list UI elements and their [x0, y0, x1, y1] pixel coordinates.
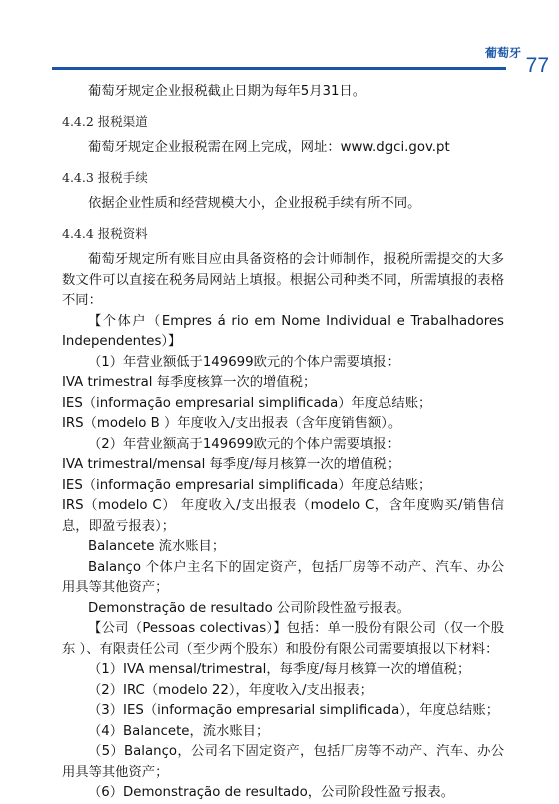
- individual-heading: 【个体户（Empres á rio em Nome Individual e Trabalhadores Independentes）】: [62, 313, 504, 349]
- section-heading-4-4-2: 4.4.2 报税渠道: [62, 113, 148, 129]
- materials-paragraph: 葡萄牙规定所有账目应由具备资格的会计师制作，报税所需提交的大多数文件可以直接在税务局网站上填报。根据公司种类不同，所需填报的表格不同：: [62, 252, 504, 308]
- list-line: （4）Balancete，流水账目；: [88, 723, 270, 739]
- list-line: Demonstração de resultado 公司阶段性盈亏报表。: [88, 600, 410, 616]
- section-heading-4-4-3: 4.4.3 报税手续: [62, 169, 148, 185]
- list-line: （6）Demonstração de resultado，公司阶段性盈亏报表。: [88, 785, 455, 800]
- header-rule: [52, 67, 506, 70]
- list-line: （2）年营业额高于149699欧元的个体户需要填报：: [88, 436, 400, 452]
- list-line: Balancete 流水账目；: [88, 539, 226, 554]
- list-line: （5）Balanço，公司名下固定资产，包括厂房等不动产、汽车、办公用具等其他资产；: [62, 744, 504, 780]
- list-line: Balanço 个体户主名下的固定资产，包括厂房等不动产、汽车、办公用具等其他资产；: [62, 559, 504, 595]
- channel-paragraph: 葡萄牙规定企业报税需在网上完成，网址：www.dgci.gov.pt: [88, 140, 450, 155]
- list-line: IES（informação empresarial simplificada）年度总结账；: [62, 477, 432, 493]
- list-line: （1）IVA mensal/trimestral，每季度/每月核算一次的增值税；: [88, 662, 471, 677]
- list-line: （3）IES（informação empresarial simplificada），年度总结账；: [88, 703, 499, 718]
- company-heading: 【公司（Pessoas colectivas）】包括：单一股份有限公司（仅一个股东 ）、有限责任公司（至少两个股东）和股份有限公司需要填报以下材料：: [62, 621, 504, 657]
- list-line: IRS（modelo B ）年度收入/支出报表（含年度销售额）。: [62, 416, 402, 431]
- list-line: （2）IRC（modelo 22），年度收入/支出报表；: [88, 682, 373, 698]
- page-body: [62, 82, 504, 804]
- deadline-paragraph: 葡萄牙规定企业报税截止日期为每年5月31日。: [88, 84, 367, 99]
- page-number: 77: [525, 54, 549, 77]
- list-line: IVA trimestral/mensal 每季度/每月核算一次的增值税；: [62, 457, 401, 472]
- section-heading-4-4-4: 4.4.4 报税资料: [62, 225, 148, 241]
- list-line: IVA trimestral 每季度核算一次的增值税；: [62, 375, 317, 390]
- procedure-paragraph: 依据企业性质和经营规模大小，企业报税手续有所不同。: [88, 196, 421, 211]
- list-line: IES（informação empresarial simplificada）年度总结账；: [62, 395, 432, 411]
- list-line: （1）年营业额低于149699欧元的个体户需要填报：: [88, 354, 400, 370]
- list-line: IRS（modelo C） 年度收入/支出报表（modelo C，含年度购买/销售信息，即盈亏报表）；: [62, 498, 504, 534]
- chapter-title: 葡萄牙: [484, 46, 521, 60]
